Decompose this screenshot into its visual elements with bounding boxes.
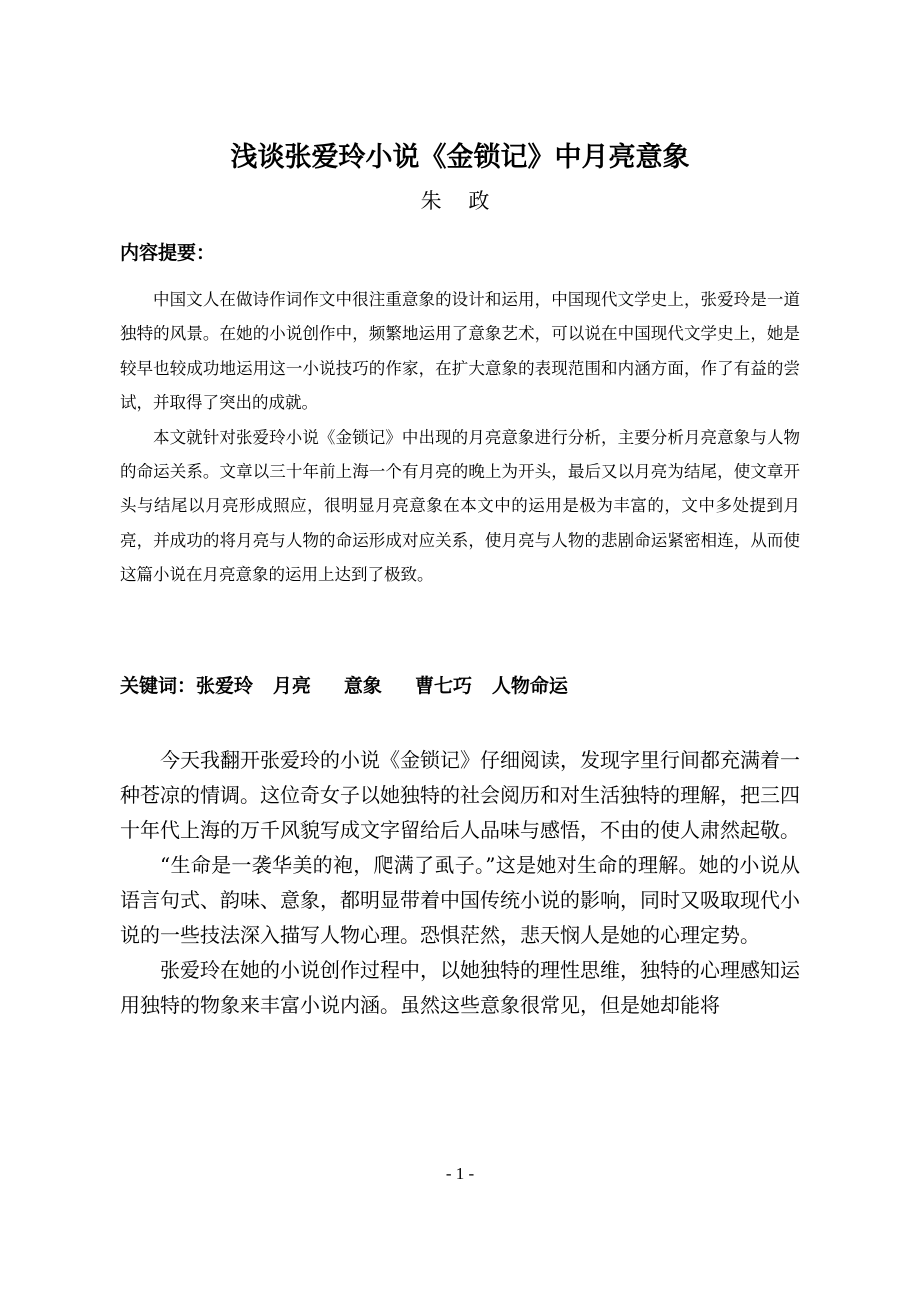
keywords-line: 关键词：张爱玲 月亮 意象 曹七巧 人物命运 bbox=[120, 675, 568, 697]
abstract-heading: 内容提要： bbox=[120, 242, 216, 264]
article-title: 浅谈张爱玲小说《金锁记》中月亮意象 bbox=[230, 142, 690, 173]
body-section bbox=[120, 743, 800, 1023]
body-paragraph: 今天我翻开张爱玲的小说《金锁记》仔细阅读，发现字里行间都充满着一种苍凉的情调。这位奇女子以她独特的社会阅历和对生活独特的理解，把三四十年代上海的万千风貌写成文字留给后人品味与感悟，不由的使人肃然起敬。 bbox=[120, 748, 800, 842]
body-paragraph: 张爱玲在她的小说创作过程中，以她独特的理性思维，独特的心理感知运用独特的物象来丰富小说内涵。虽然这些意象很常见，但是她却能将 bbox=[120, 958, 800, 1017]
abstract-paragraph: 本文就针对张爱玲小说《金锁记》中出现的月亮意象进行分析，主要分析月亮意象与人物的命运关系。文章以三十年前上海一个有月亮的晚上为开头，最后又以月亮为结尾，使文章开头与结尾以月亮形成照应，很明显月亮意象在本文中的运用是极为丰富的，文中多处提到月亮，并成功的将月亮与人物的命运形成对应关系，使月亮与人物的悲剧命运紧密相连，从而使这篇小说在月亮意象的运用上达到了极致。 bbox=[120, 427, 800, 585]
author-name: 朱 政 bbox=[420, 189, 500, 213]
abstract-paragraph: 中国文人在做诗作词作文中很注重意象的设计和运用，中国现代文学史上，张爱玲是一道独特的风景。在她的小说创作中，频繁地运用了意象艺术，可以说在中国现代文学史上，她是较早也较成功地运用这一小说技巧的作家，在扩大意象的表现范围和内涵方面，作了有益的尝试，并取得了突出的成就。 bbox=[120, 290, 800, 413]
abstract-section bbox=[120, 283, 800, 593]
page-number: - 1 - bbox=[445, 1164, 475, 1183]
body-paragraph: “生命是一袭华美的袍，爬满了虱子。”这是她对生命的理解。她的小说从语言句式、韵味、意象，都明显带着中国传统小说的影响，同时又吸取现代小说的一些技法深入描写人物心理。恐惧茫然，悲天悯人是她的心理定势。 bbox=[120, 853, 800, 947]
